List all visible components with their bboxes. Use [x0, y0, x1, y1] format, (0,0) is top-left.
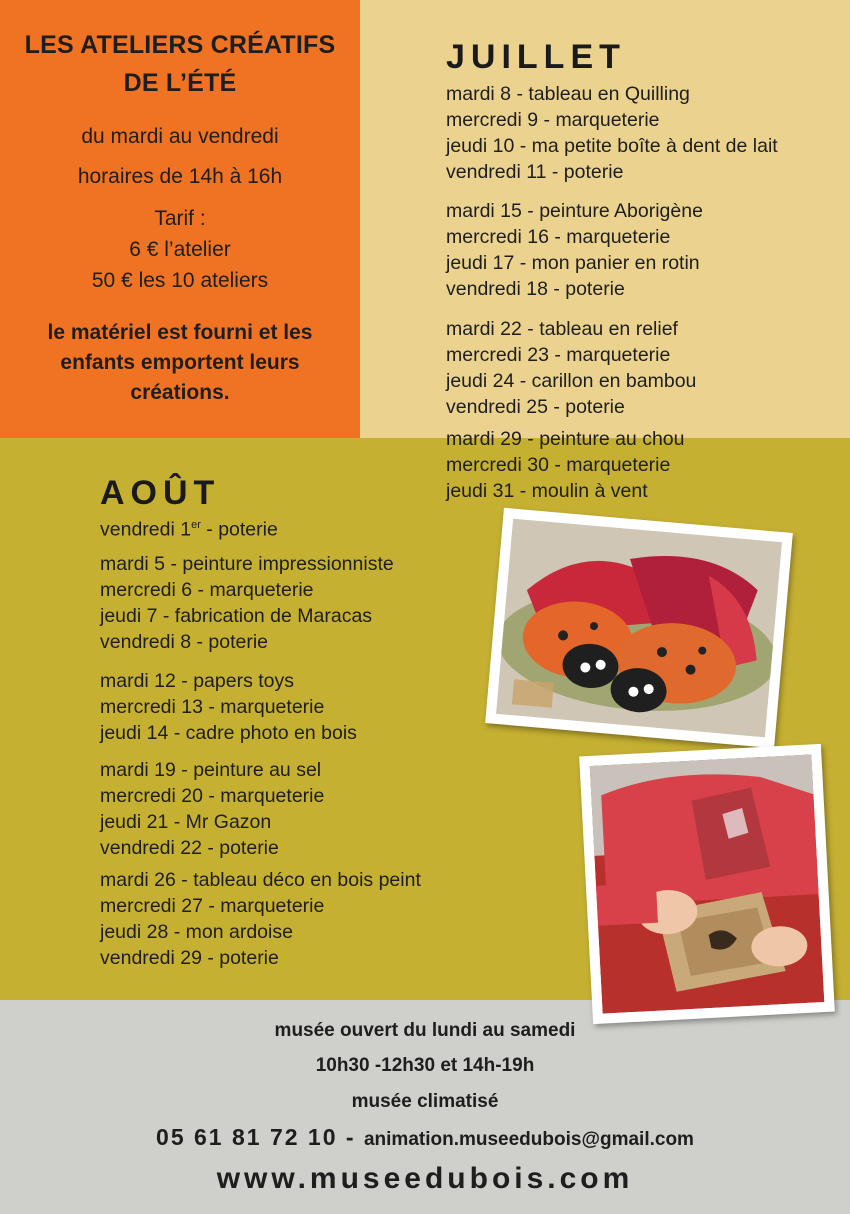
climate-note: musée climatisé — [351, 1091, 499, 1112]
website-link[interactable]: www.museedubois.com — [216, 1162, 634, 1195]
july-week-4 — [446, 426, 684, 504]
july-week-1 — [446, 81, 778, 185]
list-item: mardi 22 - tableau en relief — [446, 318, 678, 340]
materials-line-2: enfants emportent leurs — [60, 351, 300, 374]
hours-text: horaires de 14h à 16h — [77, 165, 283, 188]
august-week-1 — [100, 551, 394, 655]
first-day-suffix: - poterie — [200, 518, 278, 541]
list-item: mercredi 27 - marqueterie — [100, 895, 325, 917]
list-item: mercredi 6 - marqueterie — [100, 579, 314, 601]
materials-note — [0, 318, 360, 408]
materials-line-1: le matériel est fourni et les — [47, 321, 313, 344]
list-item: mardi 8 - tableau en Quilling — [446, 83, 690, 105]
list-item: mercredi 30 - marqueterie — [446, 454, 671, 476]
first-day-prefix: vendredi 1 — [100, 518, 192, 541]
list-item — [100, 512, 278, 541]
july-week-2 — [446, 198, 703, 302]
tarif-label: Tarif : — [154, 207, 206, 230]
list-item: vendredi 29 - poterie — [100, 947, 279, 969]
july-week-3 — [446, 316, 696, 420]
list-item: jeudi 14 - cadre photo en bois — [100, 722, 357, 744]
opening-days: musée ouvert du lundi au samedi — [274, 1020, 576, 1041]
list-item: mardi 12 - papers toys — [100, 670, 295, 692]
list-item: mardi 5 - peinture impressionniste — [100, 553, 394, 575]
list-item: vendredi 18 - poterie — [446, 278, 625, 300]
first-day-sup: er — [191, 519, 201, 531]
list-item: jeudi 28 - mon ardoise — [100, 921, 293, 943]
page-title — [0, 26, 360, 102]
list-item: vendredi 25 - poterie — [446, 396, 625, 418]
list-item: vendredi 22 - poterie — [100, 837, 279, 859]
title-line-2: DE L’ÉTÉ — [123, 69, 237, 97]
list-item: mercredi 16 - marqueterie — [446, 226, 671, 248]
list-item: mercredi 20 - marqueterie — [100, 785, 325, 807]
list-item: mardi 29 - peinture au chou — [446, 428, 685, 450]
materials-line-3: créations. — [130, 381, 230, 404]
august-week-4 — [100, 867, 421, 971]
list-item: mercredi 13 - marqueterie — [100, 696, 325, 718]
days-text: du mardi au vendredi — [81, 125, 279, 148]
list-item: mardi 26 - tableau déco en bois peint — [100, 869, 421, 891]
ladybug-craft-photo — [485, 508, 793, 748]
title-line-1: LES ATELIERS CRÉATIFS — [24, 31, 336, 59]
ladybug-craft-image — [496, 519, 782, 738]
august-week-2 — [100, 668, 357, 746]
july-title: JUILLET — [446, 38, 626, 76]
list-item: jeudi 7 - fabrication de Maracas — [100, 605, 373, 627]
contact-separator: - — [337, 1124, 364, 1150]
list-item: mardi 19 - peinture au sel — [100, 759, 322, 781]
child-crafting-photo — [579, 744, 835, 1024]
august-week-3 — [100, 757, 324, 861]
list-item: mercredi 23 - marqueterie — [446, 344, 671, 366]
phone-number[interactable]: 05 61 81 72 10 — [156, 1124, 338, 1150]
tarif-block — [0, 203, 360, 296]
list-item: jeudi 24 - carillon en bambou — [446, 370, 697, 392]
list-item: mercredi 9 - marqueterie — [446, 109, 660, 131]
list-item: mardi 15 - peinture Aborigène — [446, 200, 703, 222]
list-item: jeudi 31 - moulin à vent — [446, 480, 648, 502]
price-pack: 50 € les 10 ateliers — [91, 269, 269, 292]
list-item: jeudi 17 - mon panier en rotin — [446, 252, 700, 274]
list-item: jeudi 10 - ma petite boîte à dent de lait — [446, 135, 778, 157]
price-single: 6 € l’atelier — [129, 238, 231, 261]
contact-line — [0, 1124, 850, 1151]
list-item: vendredi 11 - poterie — [446, 161, 624, 183]
list-item: jeudi 21 - Mr Gazon — [100, 811, 272, 833]
august-first-day — [100, 512, 278, 541]
email-link[interactable]: animation.museedubois@gmail.com — [363, 1129, 694, 1150]
august-title: AOÛT — [100, 474, 221, 512]
opening-hours: 10h30 -12h30 et 14h-19h — [315, 1055, 535, 1076]
list-item: vendredi 8 - poterie — [100, 631, 269, 653]
child-crafting-image — [590, 754, 825, 1013]
